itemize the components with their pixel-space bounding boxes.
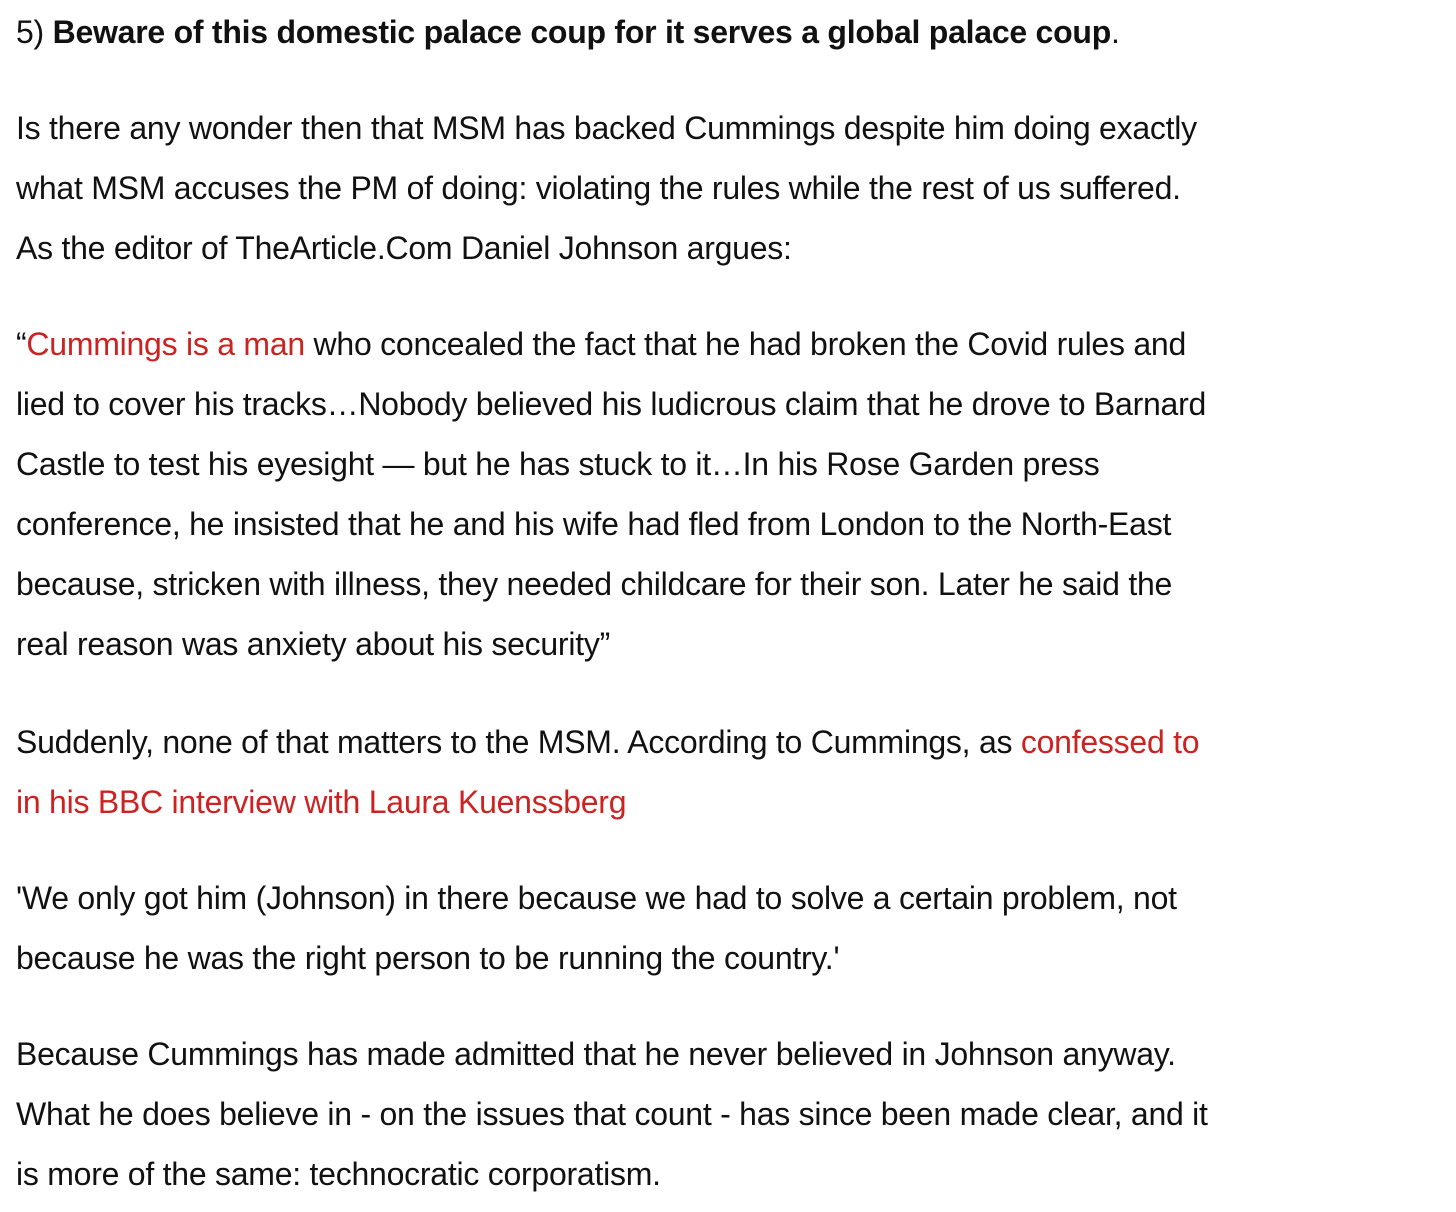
bbc-interview-link-part2[interactable]: in his BBC interview with Laura Kuenssberg xyxy=(16,784,627,820)
bbc-interview-link-part1[interactable]: confessed to xyxy=(1020,724,1200,760)
paragraph-line: What he does believe in - on the issues that count - has since been made clear, and it xyxy=(16,1096,1208,1132)
quote-line: real reason was anxiety about his security” xyxy=(16,626,610,662)
paragraph-technocratic xyxy=(16,1024,1448,1204)
paragraph-line: what MSM accuses the PM of doing: violating the rules while the rest of us suffered. xyxy=(16,170,1181,206)
paragraph-msm-backing xyxy=(16,98,1448,278)
quote-line: conference, he insisted that he and his wife had fled from London to the North-East xyxy=(16,506,1172,542)
heading-prefix: 5) xyxy=(16,14,53,50)
paragraph-line: is more of the same: technocratic corporatism. xyxy=(16,1156,661,1192)
paragraph-line: Is there any wonder then that MSM has backed Cummings despite him doing exactly xyxy=(16,110,1197,146)
quote-line: because he was the right person to be running the country.' xyxy=(16,940,840,976)
quote-daniel-johnson xyxy=(16,314,1448,674)
paragraph-line: As the editor of TheArticle.Com Daniel Johnson argues: xyxy=(16,230,792,266)
quote-line: 'We only got him (Johnson) in there because we had to solve a certain problem, not xyxy=(16,880,1177,916)
section-heading xyxy=(16,2,1448,62)
quote-line: lied to cover his tracks…Nobody believed his ludicrous claim that he drove to Barnard xyxy=(16,386,1207,422)
heading-suffix: . xyxy=(1110,14,1120,50)
open-quote: “ xyxy=(16,326,27,362)
paragraph-text: Suddenly, none of that matters to the MSM. According to Cummings, as xyxy=(16,724,1021,760)
quote-line: Castle to test his eyesight — but he has stuck to it…In his Rose Garden press xyxy=(16,446,1100,482)
heading-bold-text: Beware of this domestic palace coup for it serves a global palace coup xyxy=(52,14,1111,50)
cummings-is-a-man-link[interactable]: Cummings is a man xyxy=(26,326,305,362)
paragraph-bbc-interview xyxy=(16,712,1448,832)
quote-cummings xyxy=(16,868,1448,988)
paragraph-line: Because Cummings has made admitted that he never believed in Johnson anyway. xyxy=(16,1036,1176,1072)
quote-line: because, stricken with illness, they needed childcare for their son. Later he said the xyxy=(16,566,1173,602)
quote-line-rest: who concealed the fact that he had broken the Covid rules and xyxy=(304,326,1186,362)
